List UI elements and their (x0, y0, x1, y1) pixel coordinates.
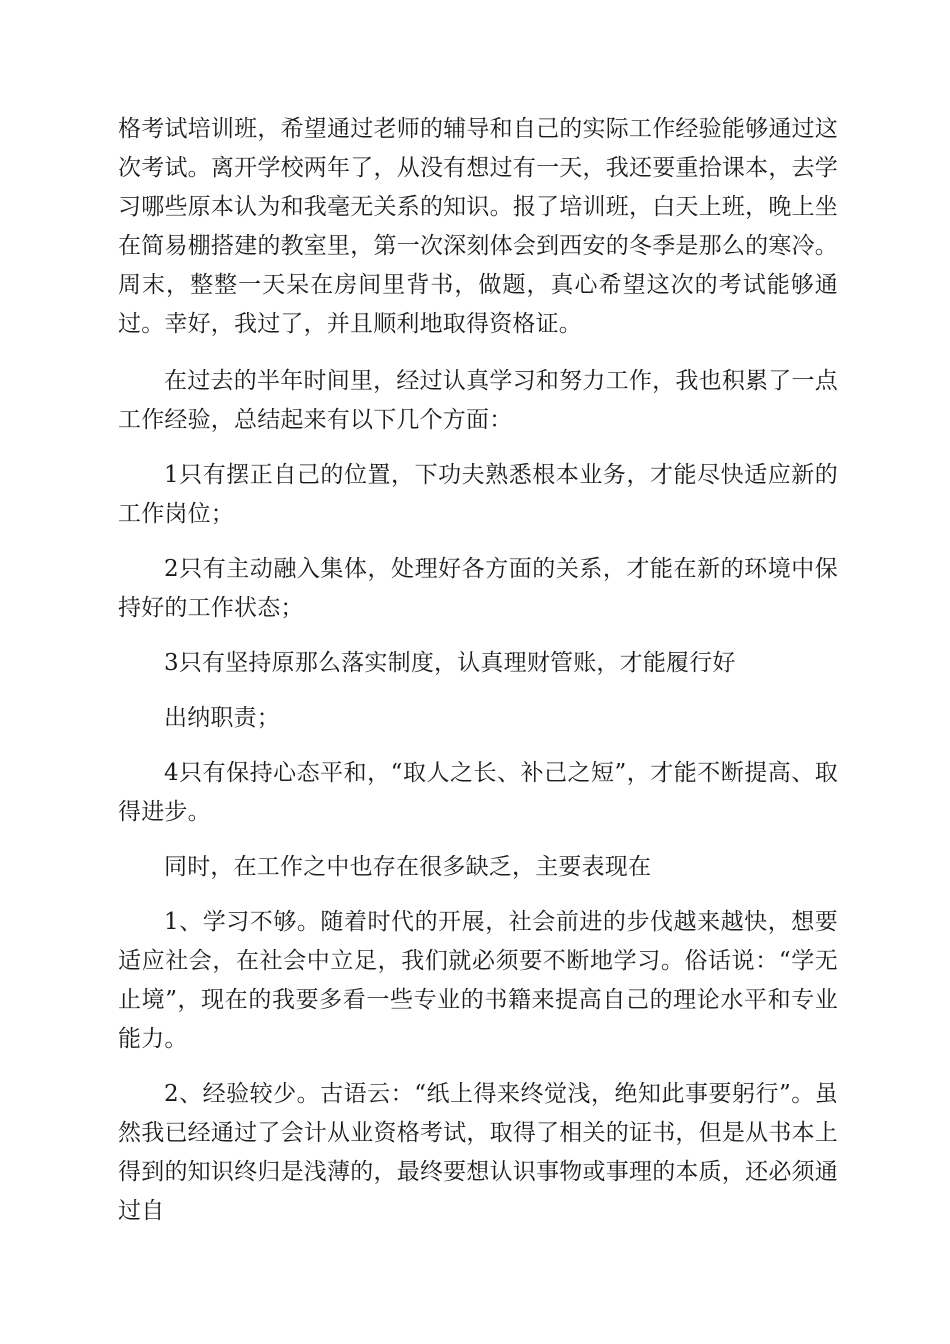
paragraph-point-2: 2只有主动融入集体，处理好各方面的关系，才能在新的环境中保持好的工作状态； (118, 556, 838, 621)
paragraph-shortcoming-2: 2、经验较少。古语云：“纸上得来终觉浅，绝知此事要躬行”。虽然我已经通过了会计从业资格考试，取得了相关的证书，但是从书本上得到的知识终归是浅薄的，最终要想认识事物或事理的本质，还必须通过自 (118, 1081, 838, 1224)
paragraph-experience-intro: 在过去的半年时间里，经过认真学习和努力工作，我也积累了一点工作经验，总结起来有以下几个方面： (118, 368, 838, 433)
paragraph-continued-exam: 格考试培训班，希望通过老师的辅导和自己的实际工作经验能够通过这次考试。离开学校两年了，从没有想过有一天，我还要重拾课本，去学习哪些原本认为和我毫无关系的知识。报了培训班，白天上班，晚上坐在简易棚搭建的教室里，第一次深刻体会到西安的冬季是那么的寒冷。周末，整整一天呆在房间里背书，做题，真心希望这次的考试能够通过。幸好，我过了，并且顺利地取得资格证。 (118, 116, 838, 337)
paragraph-shortcomings-intro: 同时，在工作之中也存在很多缺乏，主要表现在 (164, 854, 652, 880)
paragraph-point-3: 3只有坚持原那么落实制度，认真理财管账，才能履行好 (164, 650, 736, 676)
document-body (118, 110, 838, 1247)
paragraph-shortcoming-1: 1、学习不够。随着时代的开展，社会前进的步伐越来越快，想要适应社会，在社会中立足，我们就必须要不断地学习。俗话说：“学无止境”，现在的我要多看一些专业的书籍来提高自己的理论水平和专业能力。 (118, 909, 838, 1052)
paragraph-point-3-continued: 出纳职责； (164, 705, 280, 731)
paragraph-point-4: 4只有保持心态平和，“取人之长、补己之短”，才能不断提高、取得进步。 (118, 760, 838, 825)
paragraph-point-1: 1只有摆正自己的位置，下功夫熟悉根本业务，才能尽快适应新的工作岗位； (118, 462, 838, 527)
